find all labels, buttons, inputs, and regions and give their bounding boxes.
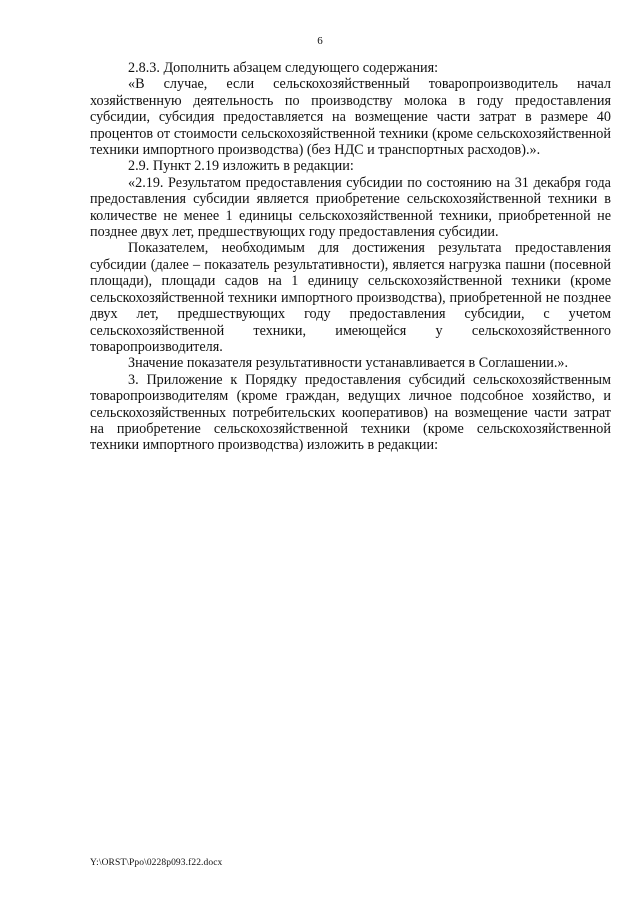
paragraph-2-19-text: «2.19. Результатом предоставления субсидии по состоянию на 31 декабря года предоставления субсидии является приобретение сельскохозяйственной техники в количестве не менее 1 единицы сельскохозяйственной техники, приобретенной не позднее двух лет, предшествующих году предоставления субсидии. bbox=[90, 174, 611, 241]
page-number: 6 bbox=[317, 35, 323, 47]
paragraph-2-8-3-text: «В случае, если сельскохозяйственный товаропроизводитель начал хозяйственную деятельность по производству молока в году предоставления субсидии, субсидия предоставляется на возмещение части затрат в размере 40 процентов от стоимости сельскохозяйственной техники (кроме сельскохозяйственной техники импортного производства) (без НДС и транспортных расходов).». bbox=[90, 76, 611, 159]
paragraph-indicator-text: Показателем, необходимым для достижения результата предоставления субсидии (далее – показатель результативности), является нагрузка пашни (посевной площади), площади садов на 1 единицу сельскохозяйственной техники (кромe сельскохозяйственной техники импортного производства), приобретенной не позднее двух лет, предшествующих году предоставления субсидии, с учетом сельскохозяйственной техники, имеющейся у сельскохозяйственного товаропроизводителя. bbox=[90, 240, 611, 355]
document-body bbox=[90, 60, 611, 454]
paragraph-2-8-3-heading: 2.8.3. Дополнить абзацем следующего содержания: bbox=[128, 60, 439, 76]
paragraph-3-appendix: 3. Приложение к Порядку предоставления субсидий сельскохозяйственным товаропроизводителям (кроме граждан, ведущих личное подсобное хозяйство, и сельскохозяйственных потребительских кооперативов) на возмещение части затрат на приобретение сельскохозяйственной техники (кроме сельскохозяйственной техники импортного производства) изложить в редакции: bbox=[90, 371, 611, 454]
paragraph-2-9-heading: 2.9. Пункт 2.19 изложить в редакции: bbox=[128, 158, 354, 175]
footer-file-path: Y:\ORST\Ppo\0228p093.f22.docx bbox=[90, 858, 223, 868]
paragraph-indicator-value: Значение показателя результативности устанавливается в Соглашении.». bbox=[128, 355, 569, 372]
